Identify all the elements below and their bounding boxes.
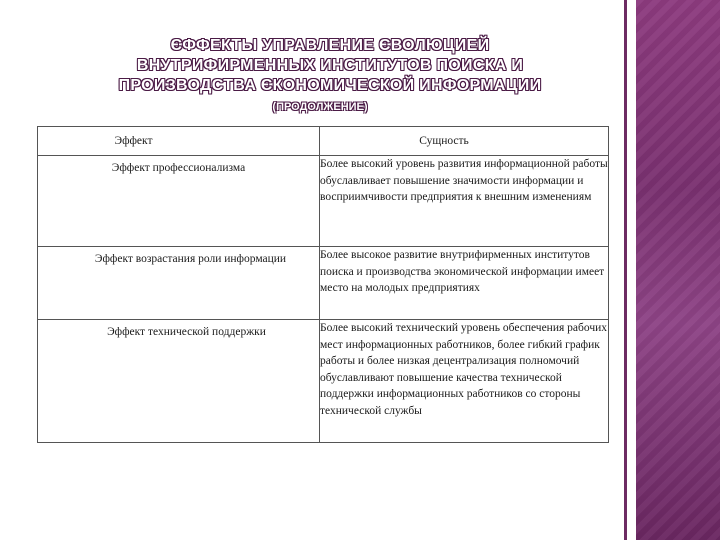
effects-table xyxy=(37,126,609,443)
title-line: ПРОИЗВОДСТВА ЄКОНОМИЧЕСКОЙ ИНФОРМАЦИИ xyxy=(118,77,542,94)
effect-cell: Эффект профессионализма xyxy=(38,156,320,247)
table-row xyxy=(38,320,609,443)
header-essence: Сущность xyxy=(320,127,609,156)
decorative-band-thin xyxy=(624,0,627,540)
title-line: ЄФФЕКТЫ УПРАВЛЕНИЕ ЄВОЛЮЦИЕЙ xyxy=(170,37,490,54)
description-cell: Более высокий уровень развития информационной работы обуславливает повышение значимости информации и восприимчивости предприятия к внешним изменениям xyxy=(320,156,609,247)
decorative-band xyxy=(636,0,720,540)
description-cell: Более высокое развитие внутрифирменных институтов поиска и производства экономической информации имеет место на молодых предприятиях xyxy=(320,247,609,320)
description-cell: Более высокий технический уровень обеспечения рабочих мест информационных работников, более гибкий график работы и более низкая децентрализация полномочий обуславливают повышение качества технической поддержки информационных работников со стороны технической службы xyxy=(320,320,609,443)
slide-subtitle: (ПРОДОЛЖЕНИЕ) xyxy=(272,101,368,113)
header-effect: Эффект xyxy=(38,127,320,156)
table-row xyxy=(38,156,609,247)
title-line: ВНУТРИФИРМЕННЫХ ИНСТИТУТОВ ПОИСКА И xyxy=(136,57,524,74)
table-row xyxy=(38,247,609,320)
effect-cell: Эффект технической поддержки xyxy=(38,320,320,443)
effect-cell: Эффект возрастания роли информации xyxy=(38,247,320,320)
table-header-row xyxy=(38,127,609,156)
slide-title xyxy=(70,36,590,96)
